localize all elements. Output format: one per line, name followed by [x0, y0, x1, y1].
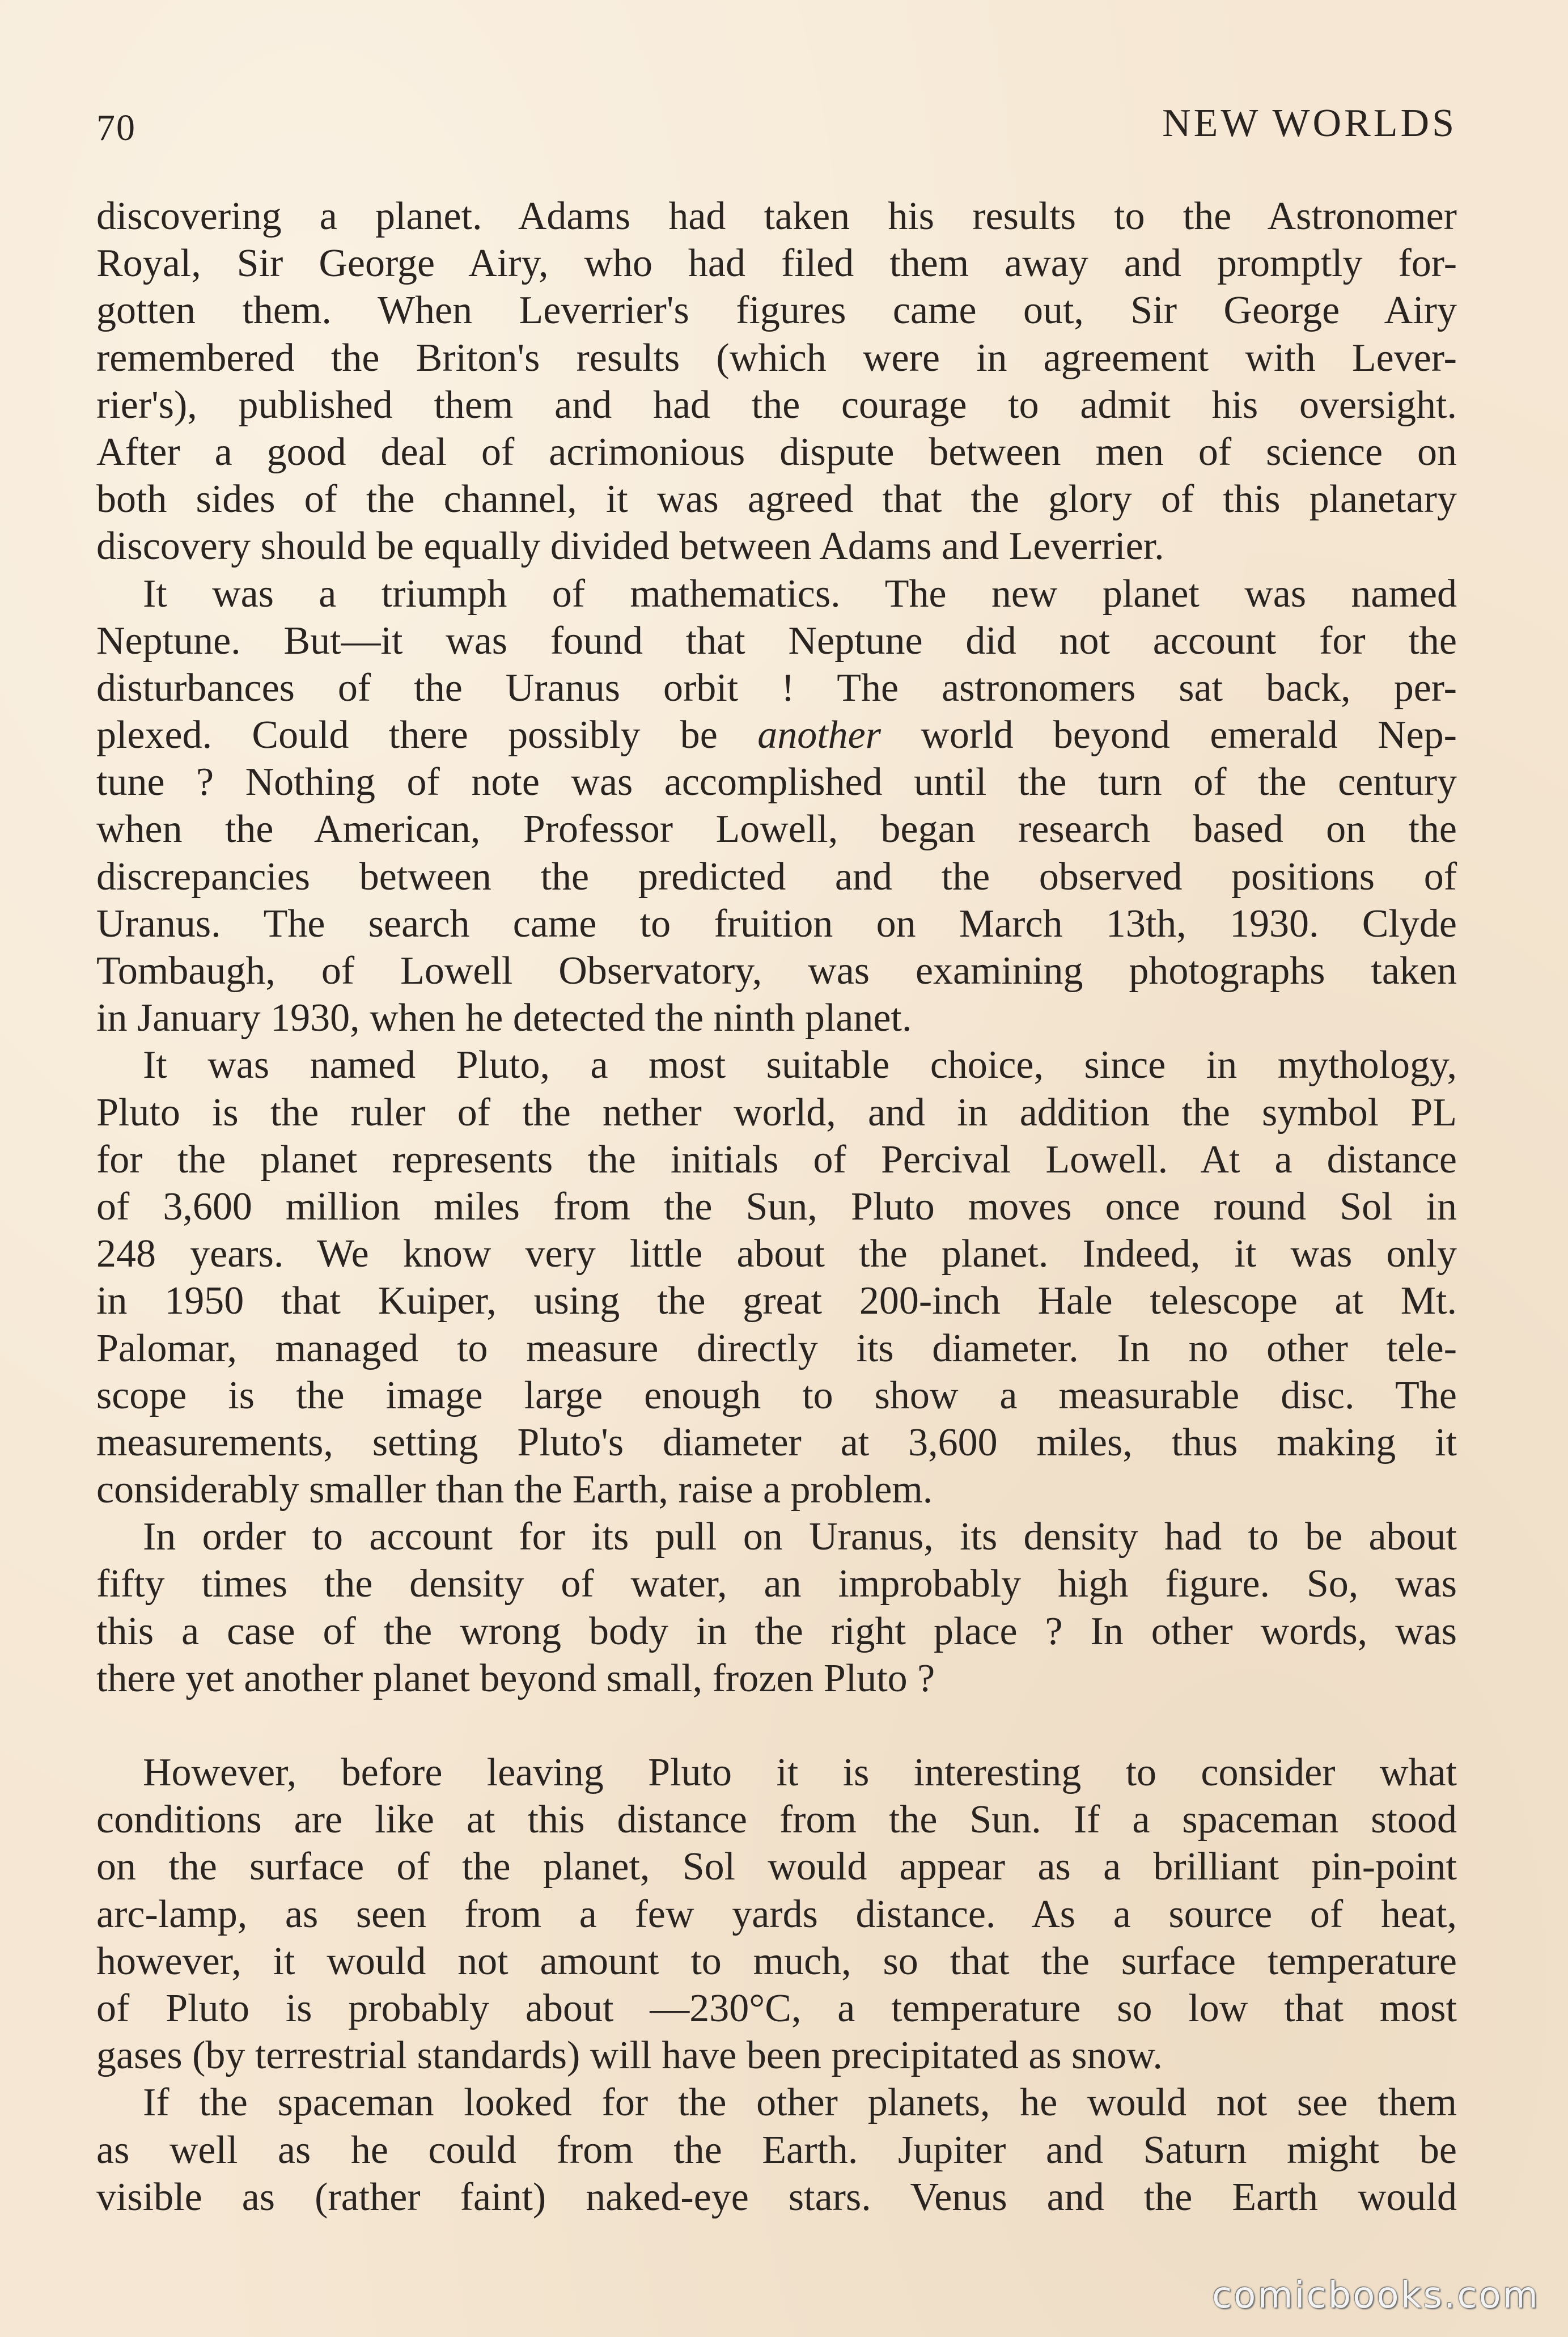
- text-line: In order to account for its pull on Uranus, its density had to be about: [143, 1515, 1457, 1559]
- text-line: on the surface of the planet, Sol would appear as a brilliant pin-point: [96, 1845, 1457, 1889]
- text-line: however, it would not amount to much, so that the surface temperature: [96, 1939, 1457, 1983]
- text-line: both sides of the channel, it was agreed that the glory of this planetary: [96, 477, 1457, 522]
- text-line: in 1950 that Kuiper, using the great 200-inch Hale telescope at Mt.: [96, 1279, 1457, 1323]
- text-line: of 3,600 million miles from the Sun, Pluto moves once round Sol in: [96, 1184, 1457, 1229]
- text-line: It was a triumph of mathematics. The new planet was named: [143, 571, 1457, 616]
- text-line: Royal, Sir George Airy, who had filed them away and promptly for-: [96, 242, 1457, 286]
- text-line-end: world beyond emerald Nep-: [880, 713, 1457, 757]
- text-line: scope is the image large enough to show a measurable disc. The: [96, 1373, 1457, 1417]
- text-line: when the American, Professor Lowell, began research based on the: [96, 807, 1457, 852]
- text-line: of Pluto is probably about —230°C, a temperature so low that most: [96, 1986, 1457, 2030]
- text-line: If the spaceman looked for the other planets, he would not see them: [143, 2081, 1457, 2125]
- text-line: discovering a planet. Adams had taken his results to the Astronomer: [96, 194, 1457, 238]
- text-line: discovery should be equally divided between Adams and Leverrier.: [96, 524, 1164, 569]
- text-line: gotten them. When Leverrier's figures came out, Sir George Airy: [96, 289, 1457, 333]
- text-line: measurements, setting Pluto's diameter at 3,600 miles, thus making it: [96, 1420, 1457, 1464]
- text-line: Pluto is the ruler of the nether world, and in addition the symbol PL: [96, 1090, 1457, 1134]
- text-line: After a good deal of acrimonious dispute between men of science on: [96, 430, 1457, 474]
- watermark: comicbooks.com: [1211, 2275, 1540, 2317]
- text-line-start: plexed. Could there possibly be: [96, 713, 758, 757]
- text-line: in January 1930, when he detected the ninth planet.: [96, 996, 912, 1040]
- text-line: remembered the Briton's results (which were in agreement with Lever-: [96, 336, 1457, 380]
- text-line: Tombaugh, of Lowell Observatory, was examining photographs taken: [96, 949, 1457, 993]
- text-line: [96, 712, 1457, 759]
- text-line: visible as (rather faint) naked-eye stars. Venus and the Earth would: [96, 2175, 1457, 2219]
- text-line: as well as he could from the Earth. Jupiter and Saturn might be: [96, 2128, 1457, 2172]
- text-line: Uranus. The search came to fruition on March 13th, 1930. Clyde: [96, 901, 1457, 946]
- text-line: there yet another planet beyond small, frozen Pluto ?: [96, 1656, 935, 1700]
- text-line: discrepancies between the predicted and the observed positions of: [96, 854, 1457, 899]
- text-line: considerably smaller than the Earth, raise a problem.: [96, 1468, 933, 1512]
- text-line: disturbances of the Uranus orbit ! The astronomers sat back, per-: [96, 666, 1457, 710]
- text-line: fifty times the density of water, an improbably high figure. So, was: [96, 1562, 1457, 1606]
- text-line: rier's), published them and had the courage to admit his oversight.: [96, 383, 1457, 427]
- text-line: 248 years. We know very little about the planet. Indeed, it was only: [96, 1232, 1457, 1276]
- running-head: [96, 96, 1457, 164]
- text-line: this a case of the wrong body in the right place ? In other words, was: [96, 1609, 1457, 1653]
- text-line: However, before leaving Pluto it is interesting to consider what: [143, 1751, 1457, 1794]
- emphasis-word: another: [757, 713, 881, 757]
- body-text: [96, 193, 1457, 2221]
- text-line: arc-lamp, as seen from a few yards distance. As a source of heat,: [96, 1892, 1457, 1936]
- text-line: Palomar, managed to measure directly its diameter. In no other tele-: [96, 1326, 1457, 1370]
- text-line: tune ? Nothing of note was accomplished until the turn of the century: [96, 760, 1457, 805]
- text-line: It was named Pluto, a most suitable choice, since in mythology,: [143, 1043, 1457, 1087]
- page-number: 70: [96, 107, 136, 149]
- text-line: for the planet represents the initials of Percival Lowell. At a distance: [96, 1137, 1457, 1182]
- text-line: Neptune. But—it was found that Neptune did not account for the: [96, 619, 1457, 663]
- running-title: NEW WORLDS: [1162, 101, 1457, 145]
- book-page: [96, 96, 1457, 2279]
- text-line: gases (by terrestrial standards) will have been precipitated as snow.: [96, 2034, 1163, 2078]
- text-line: conditions are like at this distance from the Sun. If a spaceman stood: [96, 1798, 1457, 1842]
